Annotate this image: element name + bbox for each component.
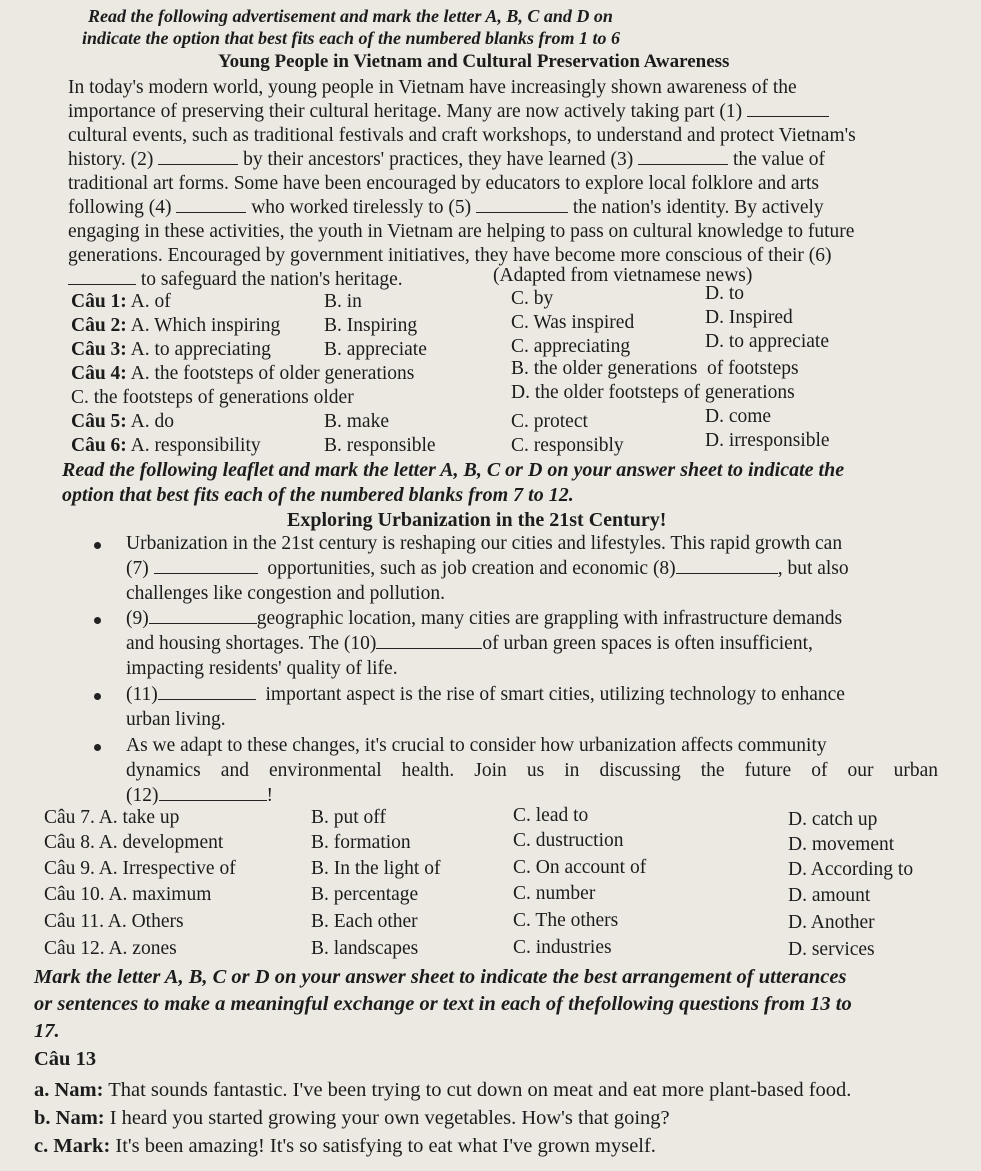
q2-option-c: C. Was inspired	[511, 312, 635, 333]
q11-option-a: Câu 11. A. Others	[44, 911, 184, 932]
blank-1	[747, 102, 829, 117]
q3-option-b: B. appreciate	[324, 339, 427, 360]
q12-option-a: Câu 12. A. zones	[44, 938, 177, 959]
b1-line2-a: (7)	[126, 558, 149, 579]
q11-option-b: B. Each other	[311, 911, 418, 932]
q12-option-d: D. services	[788, 939, 875, 960]
part1-instruction-line2: indicate the option that best fits each of the numbered blanks from 1 to 6	[82, 28, 621, 48]
part3-instruction-line2: or sentences to make a meaningful exchange or text in each of thefollowing questions from 13 to	[34, 993, 852, 1015]
line-a-text: That sounds fantastic. I've been trying to cut down on meat and eat more plant-based food.	[103, 1079, 852, 1101]
p1-line3: cultural events, such as traditional festivals and craft workshops, to understand and protect Vietnam's	[68, 125, 856, 146]
q7-option-c: C. lead to	[513, 805, 589, 826]
b4-line3	[126, 784, 273, 808]
bullet-4	[94, 744, 101, 751]
b1-line1: Urbanization in the 21st century is reshaping our cities and lifestyles. This rapid growth can	[126, 533, 843, 554]
source-note: (Adapted from vietnamese news)	[493, 265, 753, 286]
part2-title: Exploring Urbanization in the 21st Century!	[287, 509, 667, 531]
q3-option-a	[71, 338, 271, 362]
p1-line2-text: importance of preserving their cultural heritage. Many are now actively taking part (1)	[68, 101, 743, 122]
q3-option-c: C. appreciating	[511, 336, 631, 357]
q6-a-text: A. responsibility	[130, 435, 261, 456]
q7-option-b: B. put off	[311, 807, 386, 828]
bullet-3	[94, 693, 101, 700]
p1-line6-c: the nation's identity. By actively	[572, 197, 824, 218]
line-b-speaker: b. Nam:	[34, 1107, 105, 1129]
b2-line1-a: (9)	[126, 608, 149, 629]
blank-4	[176, 198, 246, 213]
q9-option-a: Câu 9. A. Irrespective of	[44, 858, 236, 879]
q10-option-b: B. percentage	[311, 884, 419, 905]
q10-option-a: Câu 10. A. maximum	[44, 884, 212, 905]
q9-option-c: C. On account of	[513, 857, 647, 878]
q4-option-a	[71, 362, 414, 386]
q10-option-c: C. number	[513, 883, 596, 904]
q3-label: Câu 3:	[71, 339, 127, 360]
b2-line2-a: and housing shortages. The (10)	[126, 633, 377, 654]
q4-option-b: B. the older generations of footsteps	[511, 358, 799, 379]
bullet-1	[94, 542, 101, 549]
q11-option-d: D. Another	[788, 912, 875, 933]
p1-line5: traditional art forms. Some have been encouraged by educators to explore local folklore and arts	[68, 173, 820, 194]
line-b-text: I heard you started growing your own vegetables. How's that going?	[104, 1107, 670, 1129]
line-a-speaker: a. Nam:	[34, 1079, 104, 1101]
part3-instruction-line1: Mark the letter A, B, C or D on your answer sheet to indicate the best arrangement of utterances	[34, 966, 847, 988]
q2-option-a	[71, 314, 280, 338]
b1-line2	[126, 557, 849, 581]
q8-option-d: D. movement	[788, 834, 895, 855]
q2-a-text: A. Which inspiring	[130, 315, 281, 336]
p1-line4	[68, 148, 825, 172]
q6-option-a	[71, 434, 261, 458]
blank-7	[154, 559, 258, 574]
b2-line2	[126, 632, 813, 656]
q1-option-c: C. by	[511, 288, 554, 309]
q5-a-text: A. do	[130, 411, 174, 432]
part3-instruction-line3: 17.	[34, 1020, 60, 1042]
q11-option-c: C. The others	[513, 910, 619, 931]
q5-option-a	[71, 410, 174, 434]
q10-option-d: D. amount	[788, 885, 871, 906]
b2-line1-b: geographic location, many cities are grappling with infrastructure demands	[256, 608, 843, 629]
part2-instruction-line1: Read the following leaflet and mark the letter A, B, C or D on your answer sheet to indicate the	[62, 459, 845, 481]
blank-10	[376, 634, 482, 649]
q1-a-text: A. of	[130, 291, 171, 312]
q4-label: Câu 4:	[71, 363, 127, 384]
part2-instruction-line2: option that best fits each of the numbered blanks from 7 to 12.	[62, 484, 574, 506]
line-c-text: It's been amazing! It's so satisfying to eat what I've grown myself.	[110, 1135, 656, 1157]
q6-option-b: B. responsible	[324, 435, 436, 456]
blank-8	[676, 559, 778, 574]
q8-option-b: B. formation	[311, 832, 411, 853]
q1-option-a	[71, 290, 171, 314]
q12-option-c: C. industries	[513, 937, 612, 958]
q7-option-a: Câu 7. A. take up	[44, 807, 180, 828]
q1-option-b: B. in	[324, 291, 362, 312]
q5-option-b: B. make	[324, 411, 389, 432]
p1-line8: generations. Encouraged by government initiatives, they have become more conscious of their (6)	[68, 245, 832, 266]
part1-instruction-line1: Read the following advertisement and mark the letter A, B, C and D on	[88, 6, 613, 26]
q5-label: Câu 5:	[71, 411, 127, 432]
blank-2	[158, 150, 238, 165]
q13-line-b	[34, 1106, 670, 1130]
p1-line4-c: the value of	[732, 149, 826, 170]
p1-line1: In today's modern world, young people in Vietnam have increasingly shown awareness of the	[68, 77, 797, 98]
b4-line3-a: (12)	[126, 785, 159, 806]
b4-line1: As we adapt to these changes, it's crucial to consider how urbanization affects community	[126, 735, 827, 756]
b4-line3-b: !	[266, 785, 273, 806]
q4-a-text: A. the footsteps of older generations	[130, 363, 415, 384]
blank-3	[638, 150, 728, 165]
b1-line3: challenges like congestion and pollution.	[126, 583, 445, 604]
p1-line6	[68, 196, 824, 220]
q8-option-a: Câu 8. A. development	[44, 832, 224, 853]
q8-option-c: C. dustruction	[513, 830, 624, 851]
b1-line2-c: , but also	[777, 558, 849, 579]
q6-label: Câu 6:	[71, 435, 127, 456]
blank-5	[476, 198, 568, 213]
q3-a-text: A. to appreciating	[130, 339, 271, 360]
q2-label: Câu 2:	[71, 315, 127, 336]
q6-option-c: C. responsibly	[511, 435, 624, 456]
line-c-speaker: c. Mark:	[34, 1135, 111, 1157]
blank-12	[159, 786, 267, 801]
q1-option-d: D. to	[705, 283, 744, 304]
b1-line2-b: opportunities, such as job creation and economic (8)	[267, 558, 676, 579]
blank-6	[68, 270, 136, 285]
q5-option-d: D. come	[705, 406, 772, 427]
q13-line-c	[34, 1134, 656, 1158]
b4-line2: dynamics and environmental health. Join us in discussing the future of our urban	[126, 760, 938, 781]
q2-option-b: B. Inspiring	[324, 315, 418, 336]
q1-label: Câu 1:	[71, 291, 127, 312]
q13-heading: Câu 13	[34, 1048, 97, 1070]
p1-line9-a: to safeguard the nation's heritage.	[140, 269, 403, 290]
b2-line3: impacting residents' quality of life.	[126, 658, 398, 679]
b3-line1-a: (11)	[126, 684, 158, 705]
b2-line2-b: of urban green spaces is often insufficient,	[482, 633, 813, 654]
q9-option-d: D. According to	[788, 859, 914, 880]
b3-line2: urban living.	[126, 709, 226, 730]
b3-line1-b: important aspect is the rise of smart cities, utilizing technology to enhance	[265, 684, 845, 705]
p1-line6-a: following (4)	[68, 197, 172, 218]
q5-option-c: C. protect	[511, 411, 588, 432]
q7-option-d: D. catch up	[788, 809, 878, 830]
p1-line4-b: by their ancestors' practices, they have learned (3)	[243, 149, 634, 170]
q13-line-a	[34, 1078, 851, 1102]
blank-9	[149, 609, 257, 624]
b2-line1	[126, 607, 842, 631]
part1-title: Young People in Vietnam and Cultural Preservation Awareness	[218, 51, 730, 72]
q6-option-d: D. irresponsible	[705, 430, 830, 451]
b3-line1	[126, 683, 845, 707]
p1-line6-b: who worked tirelessly to (5)	[251, 197, 472, 218]
p1-line9	[68, 268, 403, 292]
q4-option-c: C. the footsteps of generations older	[71, 387, 354, 408]
q9-option-b: B. In the light of	[311, 858, 441, 879]
blank-11	[158, 685, 256, 700]
q3-option-d: D. to appreciate	[705, 331, 829, 352]
p1-line7: engaging in these activities, the youth in Vietnam are helping to pass on cultural knowledge to future	[68, 221, 855, 242]
q2-option-d: D. Inspired	[705, 307, 793, 328]
q4-option-d: D. the older footsteps of generations	[511, 382, 795, 403]
p1-line4-a: history. (2)	[68, 149, 154, 170]
q12-option-b: B. landscapes	[311, 938, 419, 959]
p1-line2	[68, 100, 829, 124]
bullet-2	[94, 617, 101, 624]
